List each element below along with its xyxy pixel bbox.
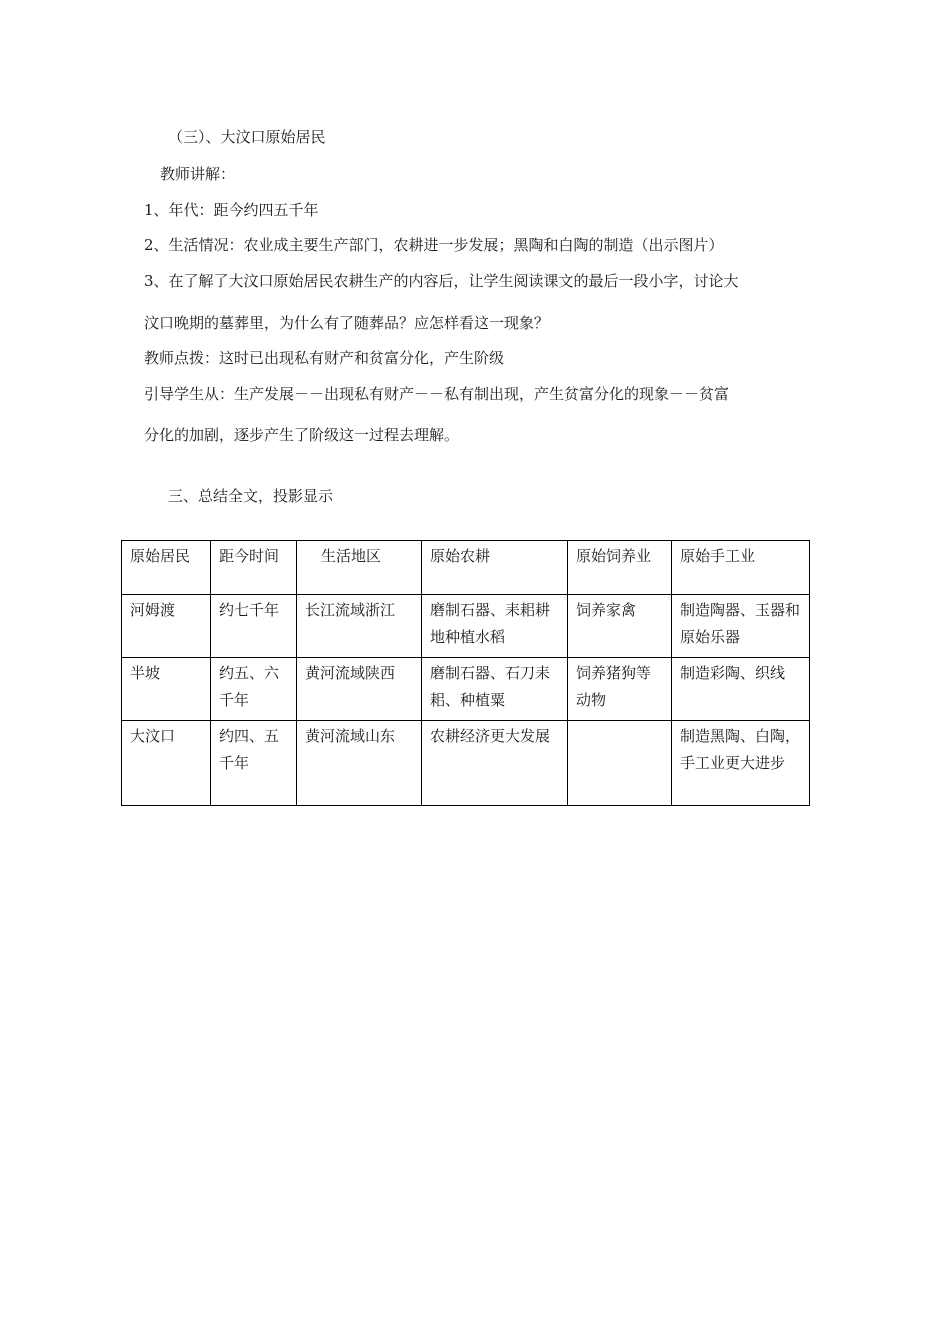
table-cell: 农耕经济更大发展	[422, 721, 568, 806]
header-cell: 原始手工业	[672, 541, 810, 595]
table-cell: 黄河流域陕西	[297, 658, 422, 721]
table-cell: 磨制石器、石刀耒耜、种植粟	[422, 658, 568, 721]
header-cell: 生活地区	[297, 541, 422, 595]
section-heading: （三）、大汶口原始居民	[168, 128, 326, 146]
table-cell: 制造黑陶、白陶，手工业更大进步	[672, 721, 810, 806]
table-cell: 饲养家禽	[568, 595, 672, 658]
table-cell: 黄河流域山东	[297, 721, 422, 806]
header-cell: 距今时间	[211, 541, 297, 595]
header-cell: 原始农耕	[422, 541, 568, 595]
table-cell: 长江流域浙江	[297, 595, 422, 658]
guide-line-2: 分化的加剧，逐步产生了阶级这一过程去理解。	[144, 426, 460, 444]
table-cell: 约四、五千年	[211, 721, 297, 806]
point-3: 3、在了解了大汶口原始居民农耕生产的内容后，让学生阅读课文的最后一段小字，讨论大	[144, 272, 739, 290]
table-cell: 磨制石器、耒耜耕地种植水稻	[422, 595, 568, 658]
summary-heading: 三、总结全文，投影显示	[168, 487, 334, 505]
header-cell: 原始饲养业	[568, 541, 672, 595]
table-cell: 约五、六千年	[211, 658, 297, 721]
table-cell: 制造彩陶、织线	[672, 658, 810, 721]
table-cell: 大汶口	[122, 721, 211, 806]
teacher-hint: 教师点拨：这时已出现私有财产和贫富分化，产生阶级	[144, 349, 505, 367]
point-1: 1、年代：距今约四五千年	[144, 201, 319, 219]
table-row	[122, 721, 810, 806]
table-cell: 制造陶器、玉器和原始乐器	[672, 595, 810, 658]
guide-line-1: 引导学生从：生产发展－－出现私有财产－－私有制出现，产生贫富分化的现象－－贫富	[144, 385, 730, 403]
table-cell: 饲养猪狗等动物	[568, 658, 672, 721]
table-row	[122, 658, 810, 721]
teacher-lecture-label: 教师讲解：	[160, 165, 236, 183]
point-3-continued: 汶口晚期的墓葬里，为什么有了随葬品？应怎样看这一现象？	[144, 314, 550, 332]
point-2: 2、生活情况：农业成主要生产部门，农耕进一步发展；黑陶和白陶的制造（出示图片）	[144, 236, 724, 254]
header-cell: 原始居民	[122, 541, 211, 595]
table-cell: 半坡	[122, 658, 211, 721]
table-cell: 河姆渡	[122, 595, 211, 658]
table-header-row	[122, 541, 810, 595]
table-cell	[568, 721, 672, 806]
table-cell: 约七千年	[211, 595, 297, 658]
summary-table	[121, 540, 810, 806]
table-row	[122, 595, 810, 658]
